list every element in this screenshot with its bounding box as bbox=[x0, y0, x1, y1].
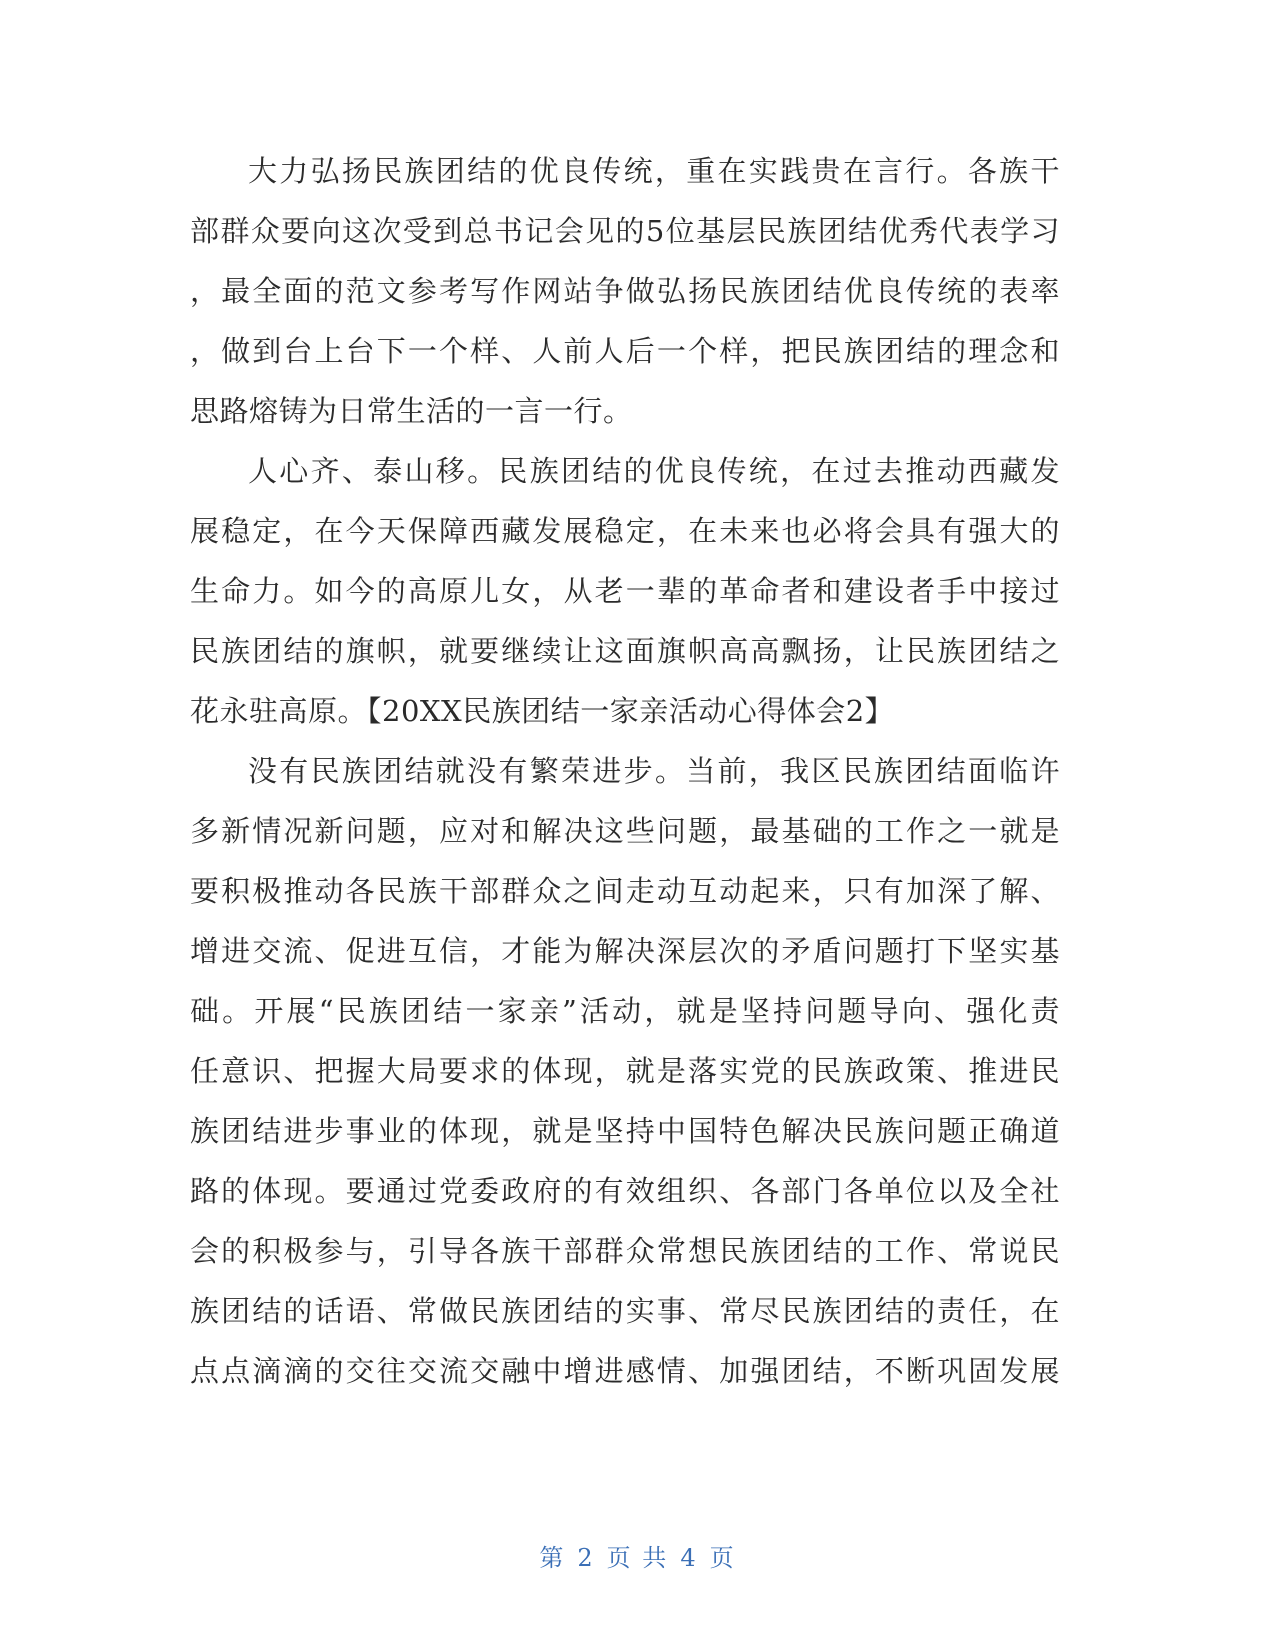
text-line: 没有民族团结就没有繁荣进步。当前，我区民族团结面临许 bbox=[248, 754, 1060, 788]
text-line: 族团结进步事业的体现，就是坚持中国特色解决民族问题正确道 bbox=[190, 1114, 1060, 1148]
text-line: 部群众要向这次受到总书记会见的5位基层民族团结优秀代表学习 bbox=[190, 214, 1060, 248]
text-line: 要积极推动各民族干部群众之间走动互动起来，只有加深了解、 bbox=[190, 874, 1060, 908]
document-body bbox=[190, 141, 1060, 1401]
text-line: 展稳定，在今天保障西藏发展稳定，在未来也必将会具有强大的 bbox=[190, 514, 1060, 548]
text-line: 花永驻高原。【20XX民族团结一家亲活动心得体会2】 bbox=[190, 694, 895, 728]
text-line: 族团结的话语、常做民族团结的实事、常尽民族团结的责任，在 bbox=[190, 1294, 1060, 1328]
text-line: 点点滴滴的交往交流交融中增进感情、加强团结，不断巩固发展 bbox=[190, 1354, 1060, 1388]
text-line: 会的积极参与，引导各族干部群众常想民族团结的工作、常说民 bbox=[190, 1234, 1060, 1268]
text-line: 民族团结的旗帜，就要继续让这面旗帜高高飘扬，让民族团结之 bbox=[190, 634, 1060, 668]
paragraph-1 bbox=[190, 141, 1060, 441]
total-pages-number: 4 bbox=[680, 1544, 698, 1572]
text-line: ，最全面的范文参考写作网站争做弘扬民族团结优良传统的表率 bbox=[190, 274, 1060, 308]
text-line: 大力弘扬民族团结的优良传统，重在实践贵在言行。各族干 bbox=[248, 154, 1060, 188]
text-line: 多新情况新问题，应对和解决这些问题，最基础的工作之一就是 bbox=[190, 814, 1060, 848]
current-page-number: 2 bbox=[577, 1544, 595, 1572]
text-line: ，做到台上台下一个样、人前人后一个样，把民族团结的理念和 bbox=[190, 334, 1060, 368]
footer-middle: 页 共 bbox=[606, 1544, 669, 1572]
text-line: 增进交流、促进互信，才能为解决深层次的矛盾问题打下坚实基 bbox=[190, 934, 1060, 968]
paragraph-3 bbox=[190, 741, 1060, 1401]
text-line: 人心齐、泰山移。民族团结的优良传统，在过去推动西藏发 bbox=[248, 454, 1060, 488]
footer-prefix: 第 bbox=[539, 1544, 566, 1572]
text-line: 任意识、把握大局要求的体现，就是落实党的民族政策、推进民 bbox=[190, 1054, 1060, 1088]
paragraph-2 bbox=[190, 441, 1060, 741]
text-line: 础。开展“民族团结一家亲”活动，就是坚持问题导向、强化责 bbox=[190, 994, 1060, 1028]
page-footer bbox=[0, 1538, 1275, 1573]
text-line: 路的体现。要通过党委政府的有效组织、各部门各单位以及全社 bbox=[190, 1174, 1060, 1208]
footer-suffix: 页 bbox=[709, 1544, 736, 1572]
text-line: 思路熔铸为日常生活的一言一行。 bbox=[190, 394, 633, 428]
text-line: 生命力。如今的高原儿女，从老一辈的革命者和建设者手中接过 bbox=[190, 574, 1060, 608]
